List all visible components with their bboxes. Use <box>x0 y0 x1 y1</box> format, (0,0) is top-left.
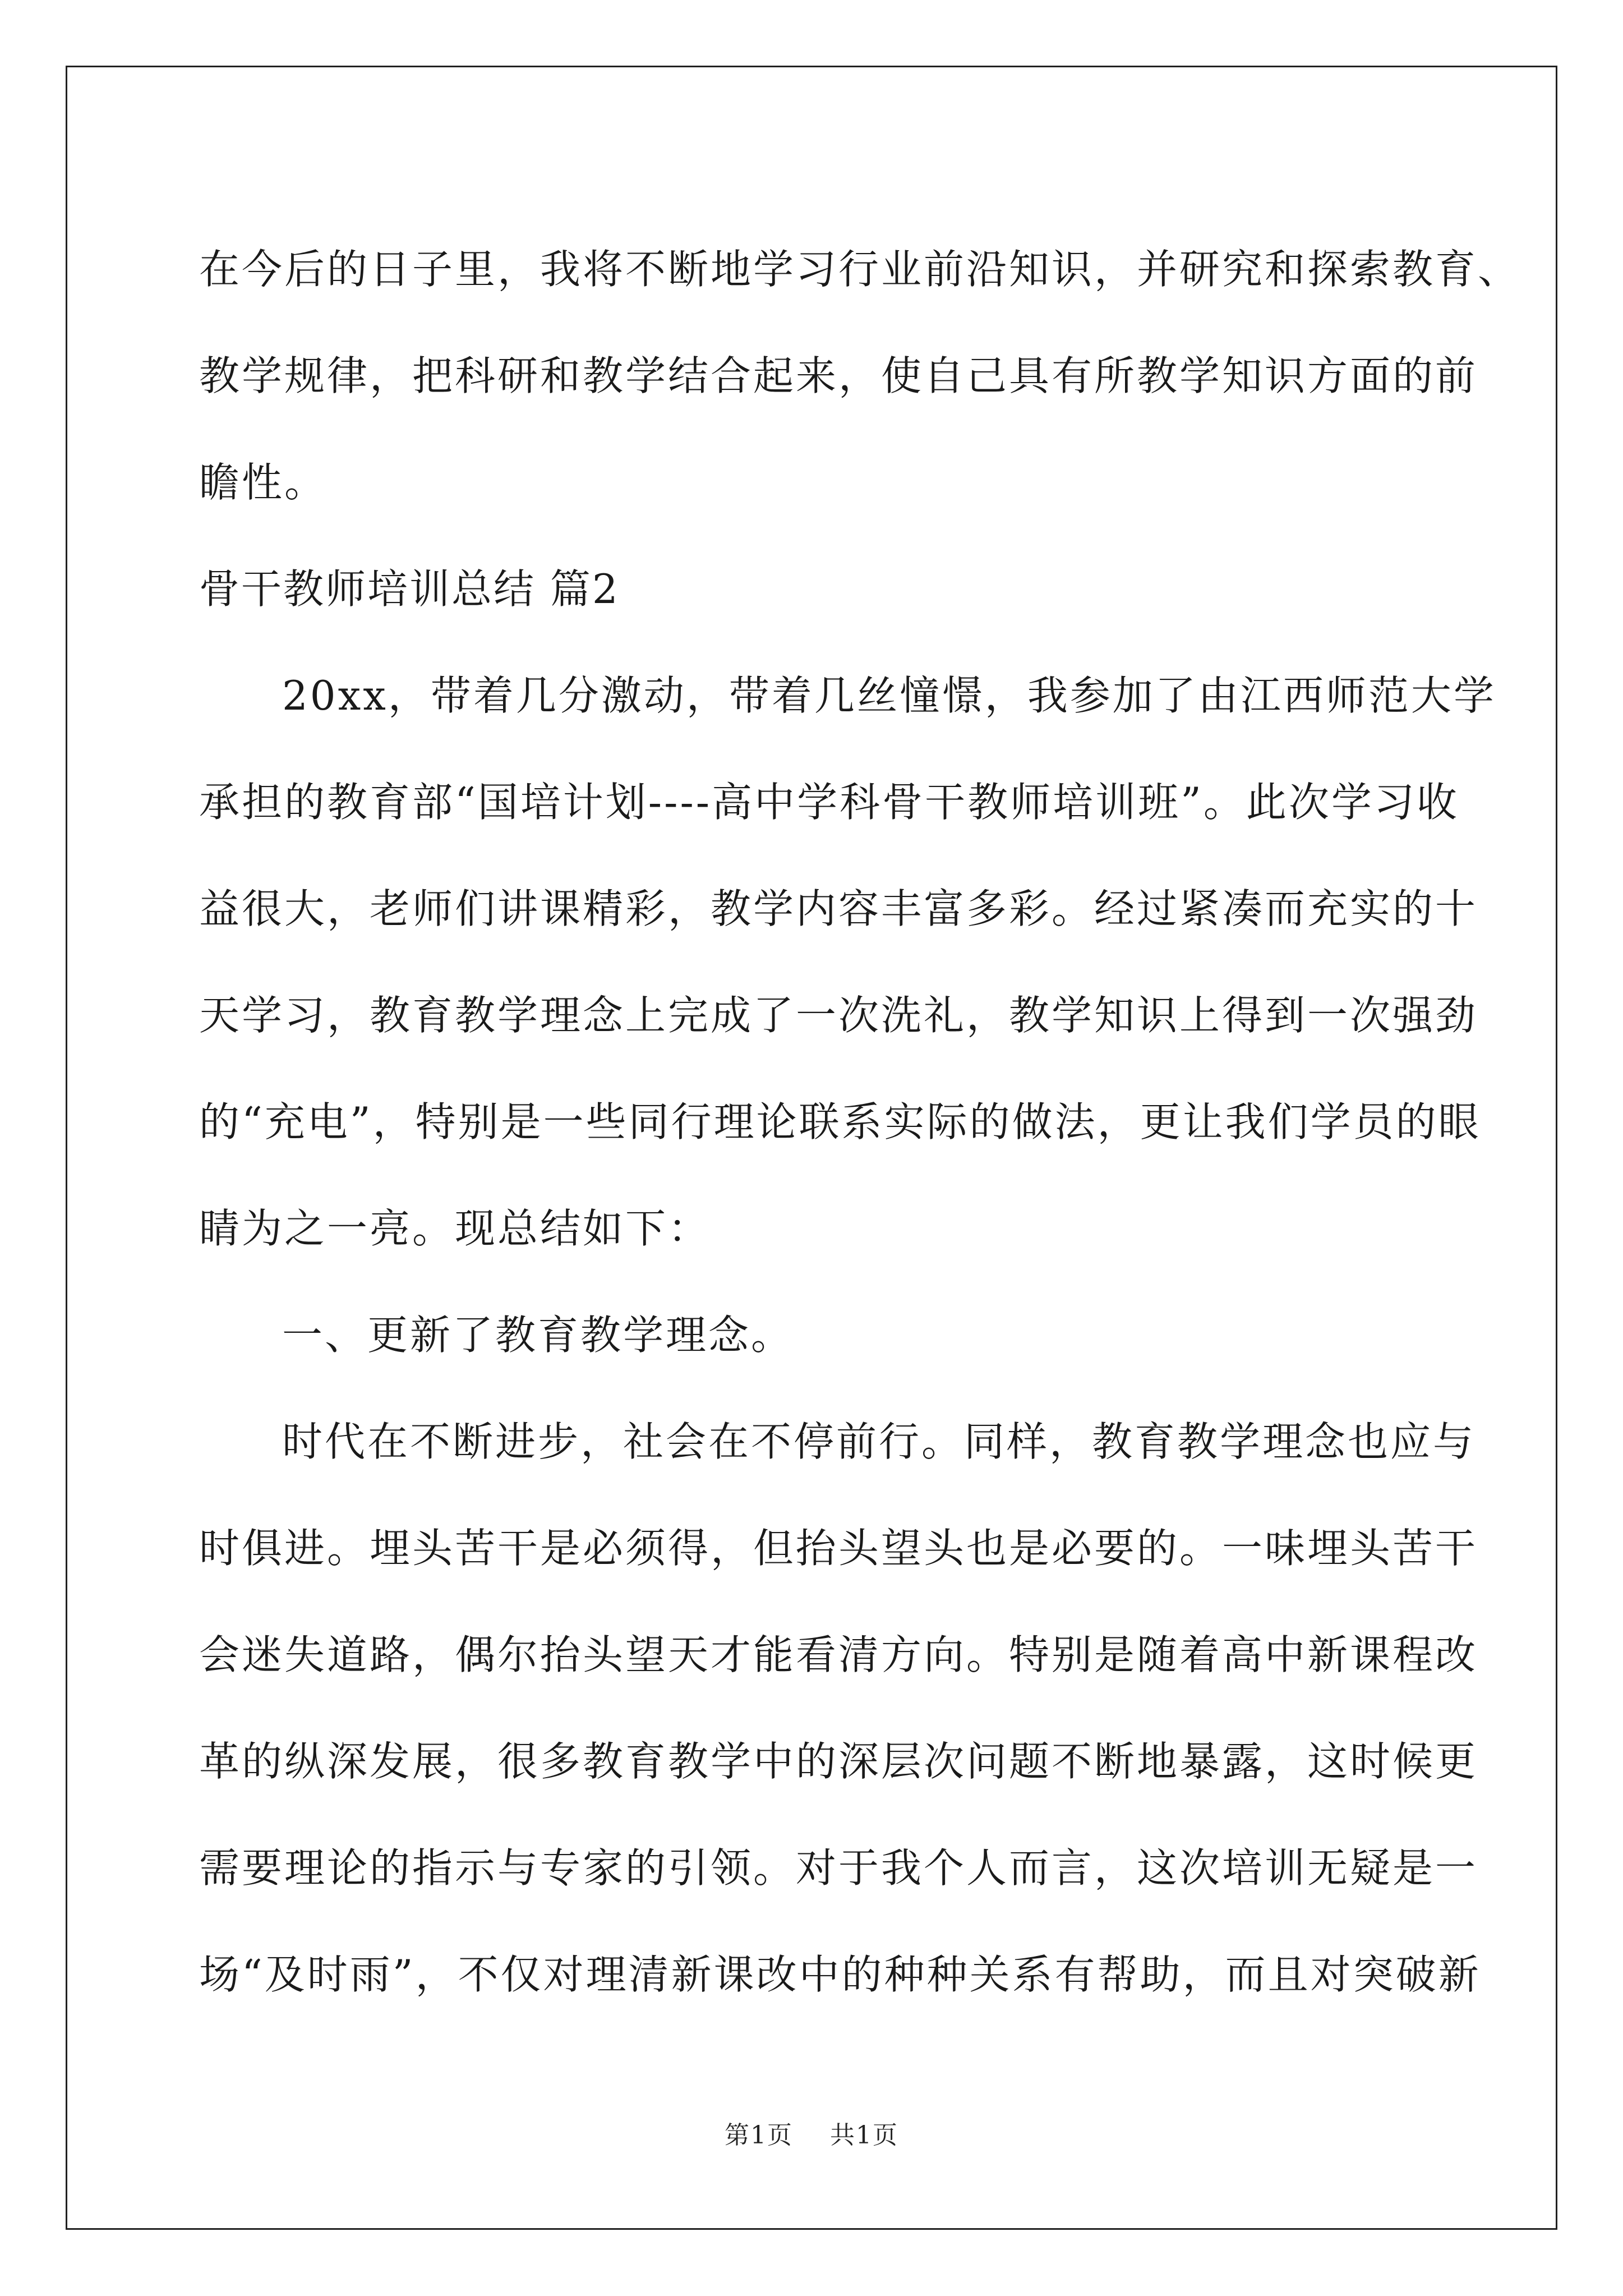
text-line: 场“及时雨”，不仅对理清新课改中的种种关系有帮助，而且对突破新 <box>199 1951 1481 1998</box>
text-line: 天学习，教育教学理念上完成了一次洗礼，教学知识上得到一次强劲 <box>199 992 1478 1039</box>
page-total: 共1页 <box>830 2121 898 2150</box>
text-line: 益很大，老师们讲课精彩，教学内容丰富多彩。经过紧凑而充实的十 <box>199 885 1478 932</box>
text-line: 瞻性。 <box>199 459 328 506</box>
text-line: 教学规律，把科研和教学结合起来，使自己具有所教学知识方面的前 <box>199 352 1478 399</box>
section-heading: 骨干教师培训总结 篇2 <box>199 565 620 613</box>
page-number: 第1页 <box>725 2121 793 2150</box>
text-line: 时俱进。埋头苦干是必须得，但抬头望头也是必要的。一味埋头苦干 <box>199 1525 1478 1572</box>
text-line: 革的纵深发展，很多教育教学中的深层次问题不断地暴露，这时候更 <box>199 1738 1478 1785</box>
text-line: 20xx，带着几分激动，带着几丝憧憬，我参加了由江西师范大学 <box>282 672 1496 719</box>
subsection-heading: 一、更新了教育教学理念。 <box>282 1312 794 1359</box>
text-line: 承担的教育部“国培计划----高中学科骨干教师培训班”。此次学习收 <box>199 779 1459 826</box>
document-body <box>199 216 1521 2028</box>
text-line: 在今后的日子里，我将不断地学习行业前沿知识，并研究和探索教育、 <box>199 246 1521 293</box>
page-footer <box>0 2115 1623 2151</box>
text-line: 会迷失道路，偶尔抬头望天才能看清方向。特别是随着高中新课程改 <box>199 1631 1478 1678</box>
text-line: 时代在不断进步，社会在不停前行。同样，教育教学理念也应与 <box>282 1418 1476 1465</box>
text-line: 的“充电”，特别是一些同行理论联系实际的做法，更让我们学员的眼 <box>199 1098 1481 1145</box>
text-line: 睛为之一亮。现总结如下： <box>199 1205 711 1252</box>
text-line: 需要理论的指示与专家的引领。对于我个人而言，这次培训无疑是一 <box>199 1844 1478 1892</box>
